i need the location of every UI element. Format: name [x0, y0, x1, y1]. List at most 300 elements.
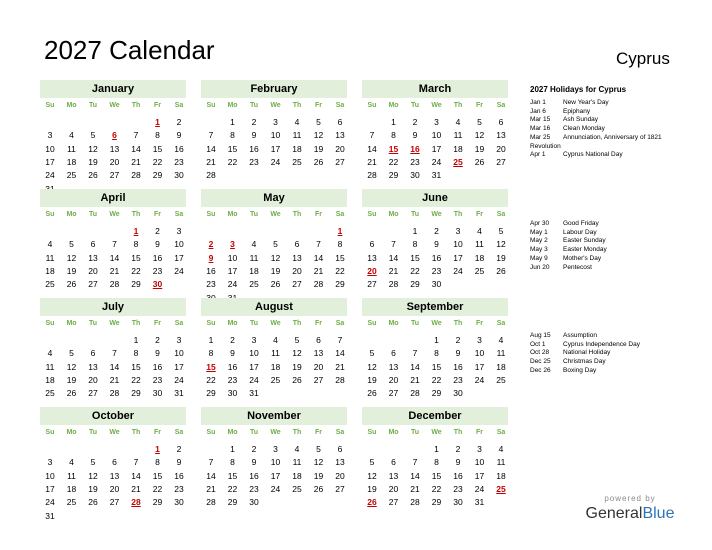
calendar-day: 3 [47, 130, 53, 141]
calendar-day: 11 [271, 348, 280, 359]
calendar-day: 27 [335, 483, 345, 494]
weekday-label: Fr [476, 102, 483, 109]
calendar-day: 24 [431, 156, 442, 167]
calendar-day: 16 [174, 143, 184, 154]
calendar-day: 21 [313, 265, 324, 276]
calendar-day: 31 [174, 388, 184, 399]
holiday-name: Assumption [563, 332, 597, 339]
calendar-day: 17 [174, 361, 184, 372]
calendar-day: 16 [249, 143, 259, 154]
calendar-day: 13 [292, 252, 302, 263]
weekday-label: Mo [227, 211, 238, 218]
calendar-day: 23 [453, 483, 463, 494]
calendar-day: 8 [155, 130, 160, 141]
calendar-day: 12 [66, 252, 77, 263]
calendar-day: 21 [131, 156, 141, 167]
weekday-label: Sa [335, 211, 345, 218]
calendar-day: 28 [367, 170, 377, 181]
calendar-day: 16 [453, 470, 463, 481]
calendar-day: 17 [270, 470, 281, 481]
month-june [362, 189, 508, 299]
calendar-day: 9 [251, 457, 257, 468]
calendar-day: 22 [431, 483, 442, 494]
weekday-label: Tu [410, 320, 420, 327]
calendar-day: 18 [496, 470, 506, 481]
calendar-day: 3 [273, 444, 278, 454]
calendar-day: 16 [453, 361, 463, 372]
month-name: February [201, 80, 347, 98]
holiday-date-text: Aug 15 [530, 332, 551, 339]
calendar-day: 4 [273, 335, 278, 345]
calendar-day: 20 [496, 143, 506, 154]
calendar-day: 3 [434, 117, 439, 127]
calendar-day: 28 [335, 374, 345, 385]
calendar-day: 28 [206, 497, 216, 508]
calendar-day: 21 [109, 265, 120, 276]
calendar-day: 11 [45, 252, 55, 263]
calendar-day: 30 [431, 279, 442, 290]
calendar-day: 26 [313, 483, 324, 494]
calendar-day: 18 [45, 374, 55, 385]
calendar-day: 25 [292, 483, 302, 494]
calendar-day: 20 [335, 470, 345, 481]
calendar-day: 8 [133, 239, 139, 250]
calendar-day: 24 [45, 497, 55, 508]
calendar-day: 1 [133, 335, 139, 345]
calendar-day: 13 [313, 348, 324, 359]
calendar-day: 24 [45, 170, 55, 181]
calendar-day: 4 [69, 130, 74, 141]
calendar-day: 8 [133, 348, 139, 359]
calendar-day: 23 [152, 374, 163, 385]
calendar-day: 26 [496, 265, 506, 276]
calendar-day: 19 [88, 156, 98, 167]
calendar-day: 12 [270, 252, 281, 263]
calendar-day: 29 [431, 497, 442, 508]
calendar-day: 26 [292, 374, 302, 385]
calendar-day: 23 [431, 265, 442, 276]
month-name: November [201, 407, 347, 425]
calendar-day: 7 [369, 130, 375, 141]
calendar-day: 22 [410, 265, 420, 276]
calendar-day: 29 [410, 279, 420, 290]
calendar-day: 22 [206, 374, 216, 385]
weekday-label: Su [206, 320, 216, 327]
calendar-day: 1 [391, 117, 396, 127]
calendar-day: 7 [412, 348, 418, 359]
calendar-day: 22 [131, 265, 141, 276]
calendar-day: 4 [47, 239, 53, 250]
calendar-day: 28 [109, 388, 120, 399]
holiday-date: 9 [208, 252, 214, 263]
calendar-day: 15 [227, 470, 238, 481]
weekday-label: Mo [66, 429, 77, 436]
weekday-label: Tu [410, 102, 420, 109]
brand-logo [585, 494, 675, 524]
calendar-day: 13 [496, 130, 506, 141]
weekday-label: We [109, 211, 120, 218]
calendar-day: 20 [88, 265, 98, 276]
calendar-day: 18 [474, 252, 485, 263]
weekday-label: Su [206, 102, 216, 109]
month-march [362, 80, 508, 190]
calendar-day: 7 [208, 130, 214, 141]
calendar-day: 25 [66, 170, 77, 181]
calendar-day: 20 [88, 374, 98, 385]
month-february [201, 80, 347, 190]
weekday-label: Mo [66, 102, 77, 109]
calendar-day: 14 [388, 252, 399, 263]
calendar-day: 8 [208, 348, 214, 359]
calendar-day: 3 [455, 226, 461, 236]
weekday-label: Fr [315, 102, 322, 109]
calendar-day: 11 [67, 470, 76, 481]
weekday-label: Tu [249, 320, 259, 327]
weekday-label: Th [292, 211, 302, 218]
calendar-day: 27 [313, 374, 324, 385]
calendar-day: 4 [498, 444, 504, 454]
calendar-day: 3 [176, 335, 182, 345]
weekday-label: Sa [174, 211, 184, 218]
calendar-day: 5 [316, 117, 321, 127]
weekday-label: We [109, 429, 120, 436]
holiday-date-text: Mar 16 [530, 125, 551, 133]
weekday-label: Fr [154, 320, 161, 327]
calendar-day: 4 [498, 335, 504, 345]
calendar-day: 11 [292, 130, 302, 141]
calendar-day: 19 [292, 361, 302, 372]
weekday-label: Th [453, 320, 463, 327]
calendar-day: 10 [227, 252, 238, 263]
calendar-day: 4 [477, 226, 482, 236]
holiday-date-text: Dec 26 [530, 366, 551, 374]
holiday-date: 2 [208, 239, 214, 250]
weekday-label: We [270, 102, 281, 109]
calendar-day: 10 [474, 348, 485, 359]
weekday-label: Tu [410, 429, 420, 436]
holiday-date-text: May 2 [530, 237, 548, 245]
calendar-day: 25 [496, 374, 506, 385]
calendar-day: 8 [434, 457, 439, 468]
calendar-day: 1 [208, 335, 214, 345]
calendar-day: 27 [335, 156, 345, 167]
holiday-date: 15 [388, 143, 399, 154]
weekday-label: We [431, 429, 442, 436]
calendar-day: 2 [251, 444, 257, 454]
weekday-label: Su [367, 102, 377, 109]
calendar-day: 22 [152, 483, 163, 494]
calendar-day: 22 [388, 156, 399, 167]
calendar-day: 5 [273, 239, 278, 250]
calendar-day: 22 [131, 374, 141, 385]
calendar-day: 21 [206, 483, 216, 494]
calendar-day: 11 [453, 130, 463, 141]
calendar-day: 27 [109, 497, 120, 508]
weekday-label: Su [206, 429, 216, 436]
brand-name-part2: Blue [642, 505, 675, 522]
calendar-day: 2 [455, 444, 461, 454]
weekday-label: Th [131, 320, 141, 327]
calendar-day: 21 [410, 483, 420, 494]
month-name: May [201, 189, 347, 207]
calendar-day: 1 [434, 335, 439, 345]
calendar-day: 6 [337, 444, 343, 454]
calendar-day: 14 [335, 348, 345, 359]
month-november [201, 407, 347, 517]
calendar-day: 30 [227, 388, 238, 399]
holiday-name: Cyprus National Day [563, 151, 623, 159]
holiday-name: New Year's Day [563, 99, 609, 106]
weekday-label: Su [45, 102, 55, 109]
calendar-day: 31 [474, 497, 485, 508]
month-october [40, 407, 186, 521]
calendar-day: 5 [90, 130, 96, 141]
calendar-day: 9 [155, 348, 160, 359]
calendar-day: 29 [206, 388, 216, 399]
calendar-day: 17 [453, 252, 463, 263]
weekday-label: Sa [174, 320, 184, 327]
holiday-date: 26 [367, 497, 377, 508]
calendar-day: 4 [455, 117, 461, 127]
weekday-label: Fr [315, 320, 322, 327]
calendar-day: 18 [249, 265, 259, 276]
calendar-day: 2 [155, 335, 160, 345]
calendar-day: 25 [474, 265, 485, 276]
calendar-day: 21 [410, 374, 420, 385]
weekday-label: Tu [88, 320, 98, 327]
calendar-day: 21 [367, 156, 377, 167]
holiday-date-text: Oct 28 [530, 349, 550, 357]
holiday-date-text: Jun 20 [530, 263, 550, 271]
calendar-day: 18 [66, 483, 77, 494]
weekday-label: Th [131, 102, 141, 109]
holiday-date: 1 [155, 117, 160, 127]
weekday-label: Mo [66, 320, 77, 327]
calendar-day: 5 [369, 457, 375, 468]
weekday-label: Sa [496, 429, 506, 436]
calendar-day: 12 [292, 348, 302, 359]
calendar-day: 22 [227, 156, 238, 167]
calendar-day: 15 [431, 361, 442, 372]
month-name: September [362, 298, 508, 316]
calendar-day: 2 [412, 117, 418, 127]
month-september [362, 298, 508, 408]
holiday-date-text: May 1 [530, 228, 548, 236]
holiday-name: Boxing Day [563, 366, 597, 374]
calendar-day: 2 [176, 444, 182, 454]
weekday-label: Sa [335, 429, 345, 436]
month-january [40, 80, 186, 190]
calendar-day: 5 [69, 239, 74, 250]
calendar-day: 7 [412, 457, 418, 468]
calendar-day: 29 [131, 279, 141, 290]
holiday-date-text: Revolution [530, 142, 561, 150]
calendar-day: 12 [367, 470, 377, 481]
weekday-label: Fr [476, 320, 483, 327]
calendar-day: 24 [474, 483, 485, 494]
calendar-day: 17 [45, 483, 55, 494]
calendar-day: 19 [313, 470, 324, 481]
weekday-label: Tu [249, 429, 259, 436]
calendar-day: 12 [66, 361, 77, 372]
calendar-day: 28 [388, 279, 399, 290]
calendar-day: 16 [206, 265, 216, 276]
calendar-day: 17 [45, 156, 55, 167]
calendar-day: 11 [475, 239, 484, 250]
calendar-day: 30 [453, 497, 463, 508]
calendar-day: 9 [455, 348, 461, 359]
calendar-day: 6 [316, 335, 321, 345]
holiday-name: Good Friday [563, 220, 599, 227]
brand-name-part1: General [585, 505, 643, 522]
calendar-day: 24 [474, 374, 485, 385]
weekday-label: Th [453, 102, 463, 109]
calendar-day: 28 [131, 170, 141, 181]
calendar-day: 7 [337, 335, 343, 345]
calendar-day: 10 [270, 130, 281, 141]
holiday-name: Ash Sunday [563, 116, 599, 124]
weekday-label: Mo [388, 102, 399, 109]
calendar-day: 10 [431, 130, 442, 141]
calendar-day: 14 [206, 143, 216, 154]
calendar-day: 18 [453, 143, 463, 154]
calendar-day: 23 [152, 265, 163, 276]
month-may [201, 189, 347, 299]
calendar-day: 21 [388, 265, 399, 276]
calendar-day: 14 [131, 143, 141, 154]
weekday-label: Su [206, 211, 216, 218]
calendar-day: 22 [227, 483, 238, 494]
calendar-day: 14 [109, 252, 120, 263]
calendar-day: 28 [109, 279, 120, 290]
calendar-day: 10 [45, 470, 55, 481]
calendar-day: 7 [208, 457, 214, 468]
page-title: 2027 Calendar [44, 35, 215, 65]
calendar-day: 6 [337, 117, 343, 127]
weekday-label: Su [45, 211, 55, 218]
calendar-day: 8 [391, 130, 396, 141]
calendar-day: 15 [431, 470, 442, 481]
weekday-label: Tu [88, 102, 98, 109]
calendar-day: 17 [174, 252, 184, 263]
calendar-day: 11 [292, 457, 302, 468]
calendar-day: 2 [434, 226, 439, 236]
calendar-day: 23 [249, 483, 259, 494]
month-name: October [40, 407, 186, 425]
calendar-day: 7 [391, 239, 396, 250]
calendar-day: 7 [112, 239, 117, 250]
holiday-date: 25 [453, 156, 463, 167]
month-april [40, 189, 186, 299]
calendar-day: 14 [410, 470, 420, 481]
calendar-day: 24 [174, 265, 184, 276]
holiday-name: Clean Monday [563, 125, 605, 133]
calendar-day: 17 [474, 361, 485, 372]
calendar-day: 19 [367, 483, 377, 494]
holiday-date: 20 [367, 265, 377, 276]
calendar-day: 13 [388, 470, 399, 481]
weekday-label: Su [367, 211, 377, 218]
weekday-label: Fr [476, 211, 483, 218]
holiday-name: National Holiday [563, 349, 611, 357]
calendar-day: 26 [313, 156, 324, 167]
calendar-day: 15 [227, 143, 238, 154]
holiday-date-text: Oct 1 [530, 340, 546, 348]
weekday-label: Su [367, 429, 377, 436]
calendar-day: 28 [410, 497, 420, 508]
weekday-label: Mo [388, 429, 399, 436]
calendar-day: 8 [230, 457, 235, 468]
calendar-day: 25 [270, 374, 281, 385]
holiday-date-text: Apr 1 [530, 151, 546, 159]
weekday-label: Th [292, 429, 302, 436]
weekday-label: Fr [476, 429, 483, 436]
month-name: July [40, 298, 186, 316]
calendar-day: 9 [155, 239, 160, 250]
month-august [201, 298, 347, 408]
calendar-day: 27 [88, 388, 98, 399]
calendar-day: 17 [227, 265, 238, 276]
calendar-day: 14 [367, 143, 377, 154]
calendar-day: 20 [388, 374, 399, 385]
calendar-day: 29 [131, 388, 141, 399]
weekday-label: We [109, 102, 120, 109]
calendar-day: 15 [410, 252, 420, 263]
holiday-date-text: Mar 25 [530, 133, 551, 141]
calendar-day: 23 [227, 374, 238, 385]
calendar-day: 19 [474, 143, 485, 154]
calendar-day: 11 [45, 361, 55, 372]
calendar-day: 1 [230, 117, 235, 127]
calendar-day: 9 [230, 348, 235, 359]
calendar-day: 18 [270, 361, 281, 372]
calendar-day: 14 [131, 470, 141, 481]
calendar-day: 10 [249, 348, 259, 359]
holiday-name: Easter Monday [563, 246, 607, 254]
calendar-day: 12 [313, 457, 324, 468]
calendar-day: 19 [88, 483, 98, 494]
calendar-day: 16 [152, 361, 163, 372]
calendar-day: 26 [88, 170, 98, 181]
weekday-label: Fr [154, 429, 161, 436]
calendar-day: 1 [434, 444, 439, 454]
holiday-date-text: Dec 25 [530, 358, 551, 366]
holiday-name: Mother's Day [563, 254, 602, 262]
calendar-day: 25 [292, 156, 302, 167]
calendar-day: 28 [313, 279, 324, 290]
weekday-label: We [270, 211, 281, 218]
calendar-day: 27 [388, 388, 399, 399]
calendar-day: 19 [66, 265, 77, 276]
calendar-day: 4 [47, 348, 53, 359]
calendar-day: 26 [474, 156, 485, 167]
calendar-day: 28 [410, 388, 420, 399]
calendar-day: 13 [88, 361, 98, 372]
month-name: August [201, 298, 347, 316]
month-name: April [40, 189, 186, 207]
calendar-day: 26 [66, 279, 77, 290]
holiday-date-text: May 3 [530, 246, 548, 254]
weekday-label: We [431, 320, 442, 327]
calendar-day: 2 [251, 117, 257, 127]
calendar-day: 30 [152, 388, 163, 399]
calendar-day: 17 [270, 143, 281, 154]
calendar-day: 27 [109, 170, 120, 181]
weekday-label: Fr [154, 102, 161, 109]
calendar-day: 28 [206, 170, 216, 181]
weekday-label: We [270, 429, 281, 436]
calendar-day: 8 [230, 130, 235, 141]
